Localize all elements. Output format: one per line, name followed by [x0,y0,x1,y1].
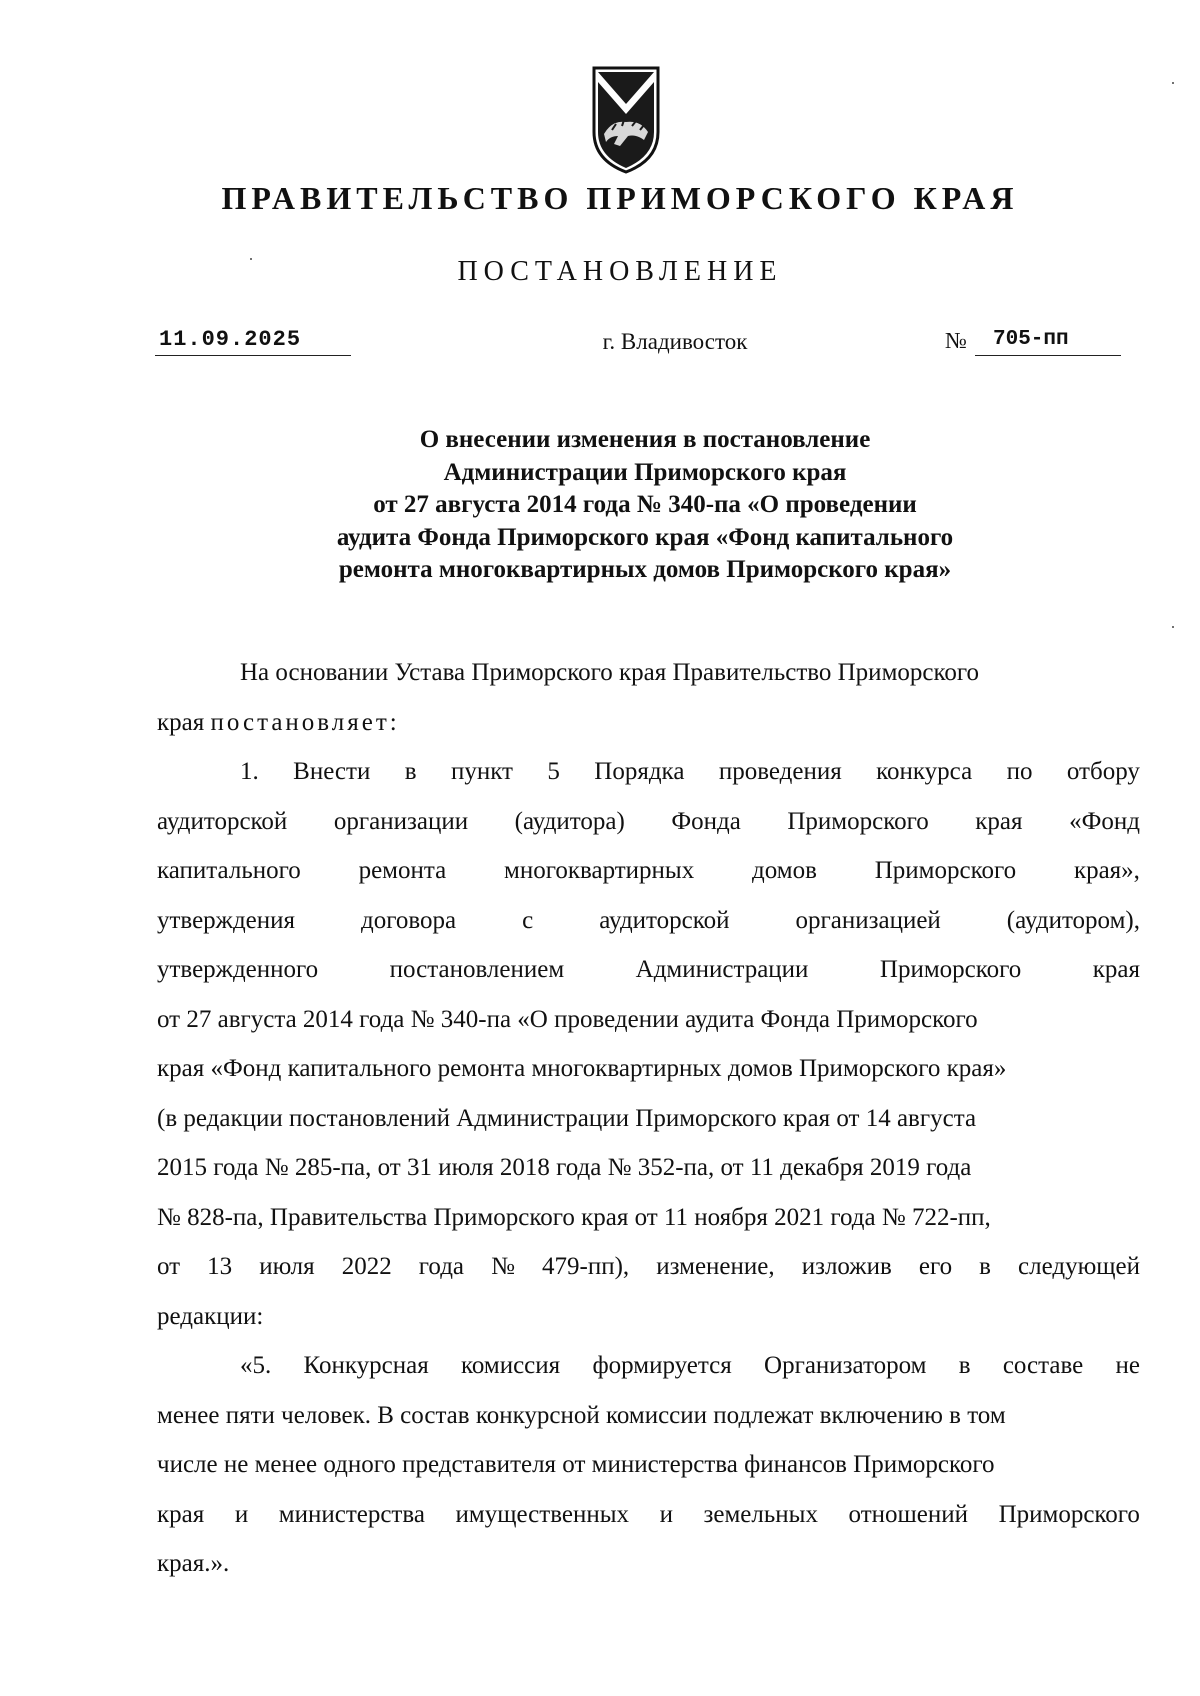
subject-line: аудита Фонда Приморского края «Фонд капитального [336,523,954,551]
word: и [659,1500,673,1528]
preamble-line: На основании Устава Приморского края Правительство Приморского [240,659,979,686]
word: организацией [795,906,941,934]
word: Организатором [764,1352,927,1379]
word: Порядка [594,758,685,785]
document-number: 705-пп [975,325,1121,356]
word: 479-пп), [542,1253,630,1280]
word: аудиторской [599,906,730,934]
item1-line: края «Фонд капитального ремонта многоквартирных домов Приморского края» [157,1055,1007,1082]
word: изменение, [656,1253,775,1280]
document-city: г. Владивосток [602,329,748,354]
word: от [157,1253,181,1280]
document-body [157,648,1140,1589]
item1-line [157,747,1140,797]
preamble-word: края [157,708,205,736]
word: Приморского [787,807,929,835]
document-number-field [945,325,1123,357]
word: края», [1073,857,1140,884]
word: Приморского [879,956,1022,983]
quote-line: края.». [157,1550,230,1577]
word: Конкурсная [303,1352,429,1379]
word: постановлением [389,956,565,983]
subject-line: ремонта многоквартирных домов Приморского края» [338,556,952,583]
word: (аудитора) [514,807,625,835]
item1-line: от 27 августа 2014 года № 340-па «О проведении аудита Фонда Приморского [157,1005,978,1033]
word: Приморского [874,857,1017,884]
word: изложив [801,1253,892,1280]
word: 5 [547,758,560,785]
word: аудиторской [157,807,288,835]
word: утверждения [157,906,296,934]
word: земельных [703,1500,818,1528]
word: его [918,1253,953,1280]
word: домов [752,857,817,884]
word: отбору [1066,758,1140,785]
word: Внести [293,758,371,785]
word: с [522,906,534,934]
word: формируется [592,1352,732,1379]
document-date: 11.09.2025 [155,325,351,356]
word: имущественных [455,1500,629,1528]
word: в [404,758,417,785]
word: «5. [240,1352,272,1379]
document-subject [200,424,1090,587]
word: в [958,1352,971,1379]
item1-line: редакции: [157,1302,264,1330]
word: 1. [240,758,259,785]
word: проведения [718,758,842,785]
subject-line: от 27 августа 2014 года № 340-па «О проведении [373,491,917,518]
word: и [234,1500,249,1528]
item1-line [157,1242,1140,1292]
word: ремонта [358,857,447,884]
word: в [979,1253,991,1280]
scan-speck [1172,626,1174,628]
word: комиссия [460,1352,561,1379]
quote-line: числе не менее одного представителя от министерства финансов Приморского [157,1451,995,1478]
document-type: ПОСТАНОВЛЕНИЕ [457,256,783,287]
word: Приморского [998,1500,1140,1528]
subject-line: О внесении изменения в постановление [419,426,871,453]
word: (аудитором), [1006,906,1140,934]
word: Администрации [635,956,809,983]
word: года [418,1253,465,1280]
quote-line: менее пяти человек. В состав конкурсной комиссии подлежат включению в том [157,1401,1006,1429]
word: следующей [1018,1253,1140,1280]
word: июля [259,1253,315,1280]
word: конкурса [876,758,973,785]
word: по [1006,758,1033,785]
word: отношений [848,1500,968,1528]
scan-speck [1172,82,1174,84]
word: не [1115,1352,1140,1379]
document-meta-row [155,325,1123,365]
word: пункт [450,758,513,785]
word: № [491,1253,515,1280]
item1-line [157,797,1140,847]
item1-line [157,945,1140,995]
word: «Фонд [1069,807,1140,835]
word: договора [361,906,457,934]
word: капитального [157,857,301,884]
word: многоквартирных [504,857,695,884]
word: 2022 [341,1253,392,1280]
subject-line: Администрации Приморского края [443,458,847,486]
number-sign: № [945,328,967,353]
word: Фонда [671,807,741,835]
item1-line: 2015 года № 285-па, от 31 июля 2018 года № 352-па, от 11 декабря 2019 года [157,1154,972,1181]
item1-line: № 828-па, Правительства Приморского края от 11 ноября 2021 года № 722-пп, [157,1203,991,1231]
quote-line [157,1490,1140,1540]
word: организации [333,807,469,835]
word: составе [1002,1352,1084,1379]
word: утвержденного [157,956,319,983]
preamble-line [157,698,1140,748]
word: края [1092,956,1140,983]
primorsky-krai-coat-of-arms-icon [590,64,662,176]
decree-word: постановляет: [210,708,400,736]
word: 13 [207,1253,233,1280]
word: края [157,1500,205,1528]
item1-line: (в редакции постановлений Администрации Приморского края от 14 августа [157,1104,977,1132]
item1-line [157,896,1140,946]
word: министерства [278,1500,425,1528]
scan-speck [250,258,252,260]
item1-line [157,846,1140,896]
word: края [975,807,1023,835]
quote-line [157,1341,1140,1391]
government-title: ПРАВИТЕЛЬСТВО ПРИМОРСКОГО КРАЯ [221,180,1019,216]
